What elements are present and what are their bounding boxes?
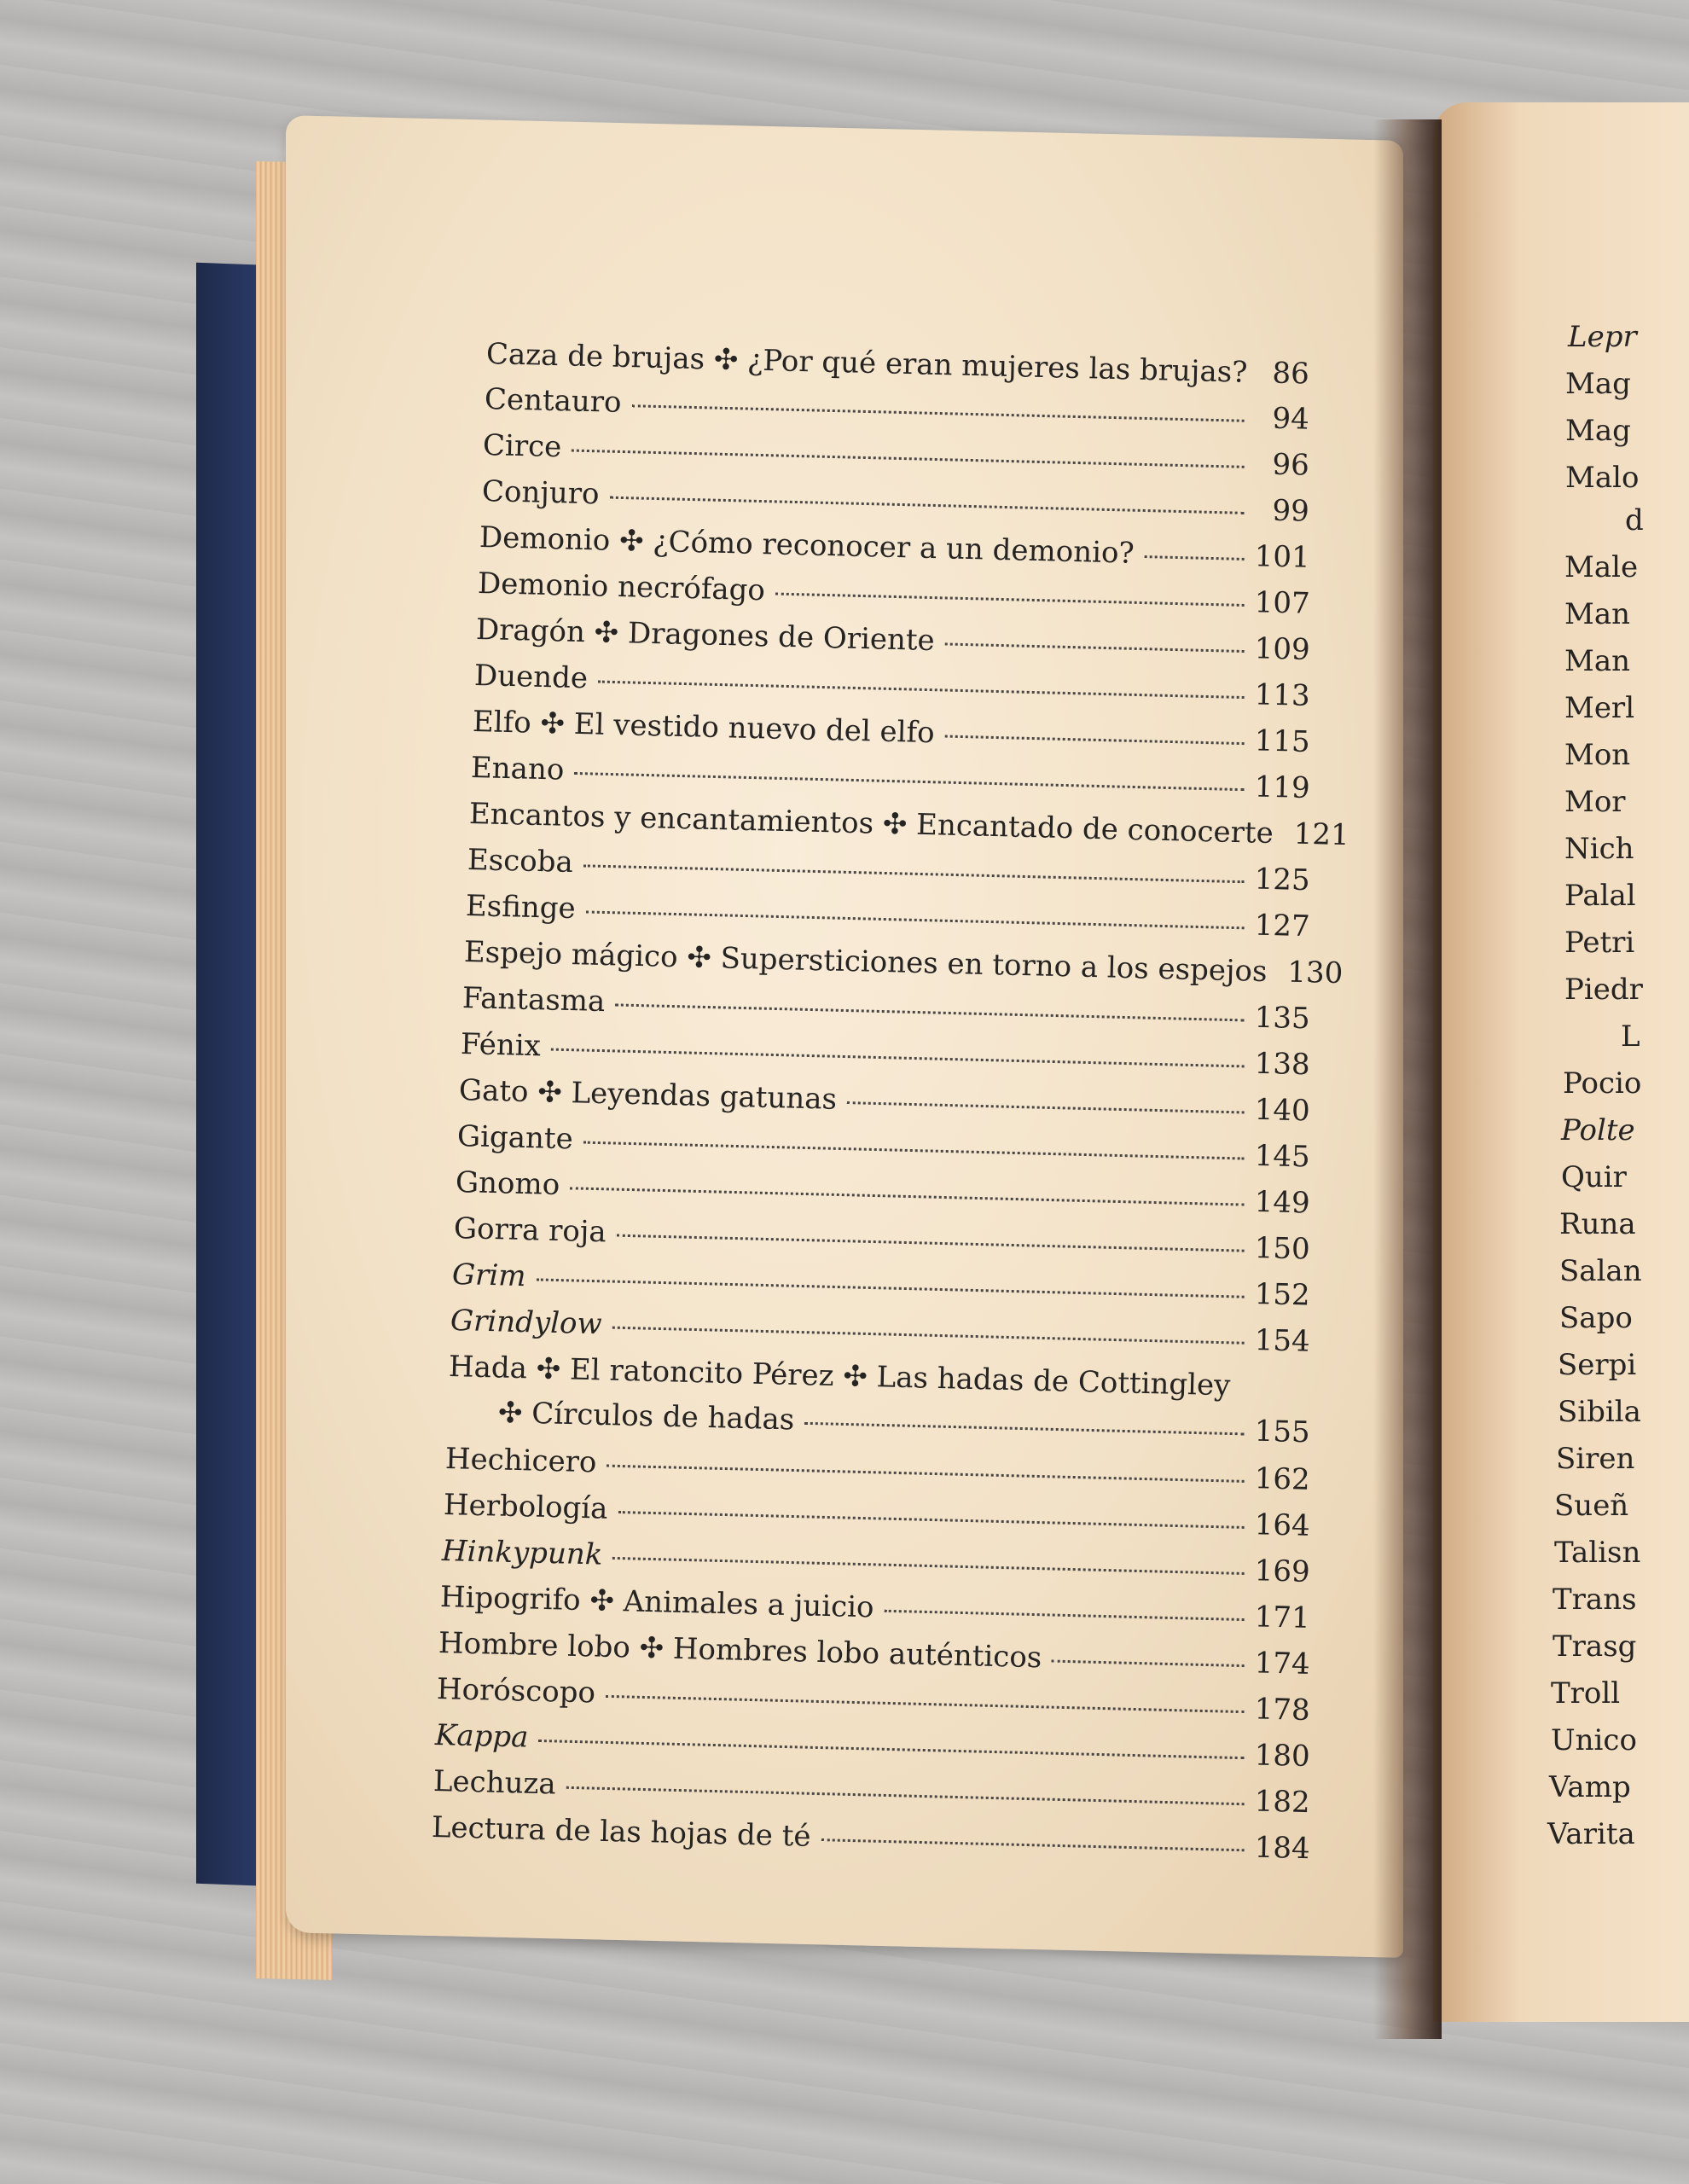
right-page-entry-fragment: Man bbox=[1564, 644, 1630, 678]
toc-entry-page: 121 bbox=[1293, 816, 1350, 853]
toc-entry-page: 113 bbox=[1254, 677, 1311, 713]
toc-entry-title: Kappa bbox=[434, 1718, 529, 1755]
toc-entry-title: Hombre lobo ✣ Hombres lobo auténticos bbox=[438, 1626, 1042, 1676]
toc-entry-title: Gato ✣ Leyendas gatunas bbox=[458, 1073, 838, 1117]
toc-entry-title: Elfo ✣ El vestido nuevo del elfo bbox=[472, 705, 936, 751]
toc-entry-title: Duende bbox=[473, 659, 589, 696]
toc-entry-page: 101 bbox=[1254, 539, 1311, 575]
toc-entry-title: Gigante bbox=[456, 1119, 574, 1157]
right-page-entry-fragment: Piedr bbox=[1564, 973, 1643, 1007]
toc-entry-title: Esfinge bbox=[465, 889, 577, 926]
toc-entry-page: 169 bbox=[1254, 1554, 1311, 1589]
toc-entry-title: Grindylow bbox=[450, 1304, 603, 1342]
toc-entry-page: 149 bbox=[1254, 1184, 1311, 1221]
toc-entry-page: 150 bbox=[1254, 1230, 1311, 1267]
toc-entry-title: Escoba bbox=[467, 843, 574, 880]
toc-entry-title: Lectura de las hojas de té bbox=[431, 1810, 811, 1854]
toc-entry-page: 162 bbox=[1254, 1461, 1311, 1497]
right-page-entry-fragment: Sueñ bbox=[1554, 1489, 1629, 1523]
right-page-entry-fragment: d bbox=[1625, 503, 1644, 537]
right-page-entry-fragment: Troll bbox=[1551, 1676, 1621, 1711]
toc-entry-page: 96 bbox=[1271, 447, 1310, 483]
right-page-entry-fragment: Lepr bbox=[1568, 320, 1637, 354]
toc-entry-page: 152 bbox=[1254, 1276, 1311, 1313]
toc-entry-page: 107 bbox=[1254, 585, 1311, 621]
toc-entry-title: Herbología bbox=[443, 1488, 608, 1526]
right-page-entry-fragment: Salan bbox=[1559, 1254, 1642, 1288]
toc-entry-page: 182 bbox=[1254, 1784, 1311, 1821]
toc-entry-page: 154 bbox=[1254, 1323, 1311, 1359]
toc-entry-title: Dragón ✣ Dragones de Oriente bbox=[475, 613, 936, 659]
right-page-entry-fragment: Mon bbox=[1564, 738, 1631, 772]
right-page-entry-fragment: Runa bbox=[1559, 1207, 1636, 1241]
right-page-entry-fragment: Malo bbox=[1565, 461, 1640, 495]
toc-entry-page: 138 bbox=[1254, 1046, 1311, 1083]
toc-entry-page: 119 bbox=[1254, 770, 1311, 806]
toc-entry-page: 130 bbox=[1286, 955, 1344, 991]
toc-entry-title: Hinkypunk bbox=[441, 1534, 603, 1572]
right-page-entry-fragment: Pocio bbox=[1563, 1066, 1642, 1101]
right-page-entry-fragment: Palal bbox=[1564, 879, 1636, 913]
toc-entry-title: Centauro bbox=[484, 382, 623, 420]
right-page-entry-fragment: Mor bbox=[1564, 785, 1626, 819]
toc-entry-page: 140 bbox=[1254, 1092, 1311, 1129]
right-page-entry-fragment: L bbox=[1621, 1019, 1640, 1054]
toc-entry-title: ✣ Círculos de hadas bbox=[497, 1396, 795, 1438]
toc-entry-title: Fantasma bbox=[461, 981, 606, 1019]
toc-entry-page: 164 bbox=[1254, 1507, 1311, 1543]
right-page-entry-fragment: Merl bbox=[1564, 691, 1635, 725]
toc-entry-title: Hechicero bbox=[444, 1442, 597, 1480]
right-page-entry-fragment: Sapo bbox=[1559, 1301, 1633, 1335]
right-page-entry-fragment: Polte bbox=[1561, 1113, 1635, 1147]
toc-entry-title: Lechuza bbox=[432, 1764, 557, 1802]
toc-entry-page: 127 bbox=[1254, 908, 1311, 944]
toc-entry-title: Hipogrifo ✣ Animales a juicio bbox=[439, 1580, 875, 1625]
right-page-entry-fragment: Varita bbox=[1547, 1817, 1635, 1851]
right-page-entry-fragment: Male bbox=[1564, 550, 1639, 584]
right-page-entry-fragment: Nich bbox=[1564, 832, 1634, 866]
right-page-entry-fragment: Vamp bbox=[1549, 1770, 1631, 1804]
right-page-entry-fragment: Trasg bbox=[1553, 1629, 1637, 1664]
right-page-entry-fragment: Siren bbox=[1556, 1442, 1635, 1476]
toc-entry-title: Hada ✣ El ratoncito Pérez ✣ Las hadas de Cottingley bbox=[448, 1350, 1231, 1403]
toc-entry-page: 125 bbox=[1254, 862, 1311, 898]
right-page-entry-fragment: Serpi bbox=[1558, 1348, 1637, 1382]
toc-entry-page: 145 bbox=[1254, 1138, 1311, 1175]
toc-entry-page: 155 bbox=[1254, 1414, 1311, 1450]
right-page-entry-fragment: Talisn bbox=[1554, 1536, 1641, 1570]
right-page-entry-fragment: Unico bbox=[1551, 1723, 1637, 1757]
toc-entry-page: 180 bbox=[1254, 1738, 1311, 1774]
toc-entry-page: 184 bbox=[1254, 1830, 1311, 1867]
toc-entry-title: Conjuro bbox=[481, 474, 600, 512]
toc-entry-title: Enano bbox=[470, 751, 565, 787]
toc-entry-title: Gnomo bbox=[455, 1165, 560, 1202]
right-page-entry-fragment: Mag bbox=[1565, 367, 1631, 401]
right-page-entry-fragment: Quir bbox=[1561, 1160, 1627, 1194]
toc-entry-title: Encantos y encantamientos ✣ Encantado de conocerte bbox=[468, 797, 1274, 851]
right-page-entry-fragment: Trans bbox=[1553, 1583, 1637, 1617]
toc-entry-title: Espejo mágico ✣ Supersticiones en torno a los espejos bbox=[463, 935, 1268, 990]
right-page-entry-fragment: Man bbox=[1564, 597, 1630, 631]
toc-entry-page: 99 bbox=[1271, 493, 1310, 529]
toc-entry-title: Demonio necrófago bbox=[477, 566, 766, 608]
right-page-entry-fragment: Mag bbox=[1565, 414, 1631, 448]
toc-entry-title: Circe bbox=[482, 428, 562, 465]
toc-entry-page: 109 bbox=[1254, 631, 1311, 667]
toc-entry-title: Fénix bbox=[460, 1027, 542, 1064]
toc-entry-page: 86 bbox=[1271, 356, 1310, 392]
toc-entry-page: 178 bbox=[1254, 1692, 1311, 1728]
toc-entry-title: Gorra roja bbox=[453, 1211, 607, 1250]
toc-entry-page: 135 bbox=[1254, 1000, 1311, 1037]
toc-entry-title: Horóscopo bbox=[436, 1672, 596, 1711]
toc-entry-title: Demonio ✣ ¿Cómo reconocer a un demonio? bbox=[479, 520, 1135, 571]
toc-entry-page: 171 bbox=[1254, 1600, 1311, 1635]
right-page-entry-fragment: Petri bbox=[1564, 926, 1635, 960]
toc-entry-page: 174 bbox=[1254, 1646, 1311, 1682]
toc-entry-title: Caza de brujas ✣ ¿Por qué eran mujeres las brujas? bbox=[485, 337, 1248, 390]
right-page-entry-fragment: Sibila bbox=[1558, 1395, 1641, 1429]
toc-entry-title: Grim bbox=[451, 1258, 526, 1294]
toc-entry-page: 115 bbox=[1254, 723, 1311, 759]
toc-entry-page: 94 bbox=[1271, 401, 1310, 437]
